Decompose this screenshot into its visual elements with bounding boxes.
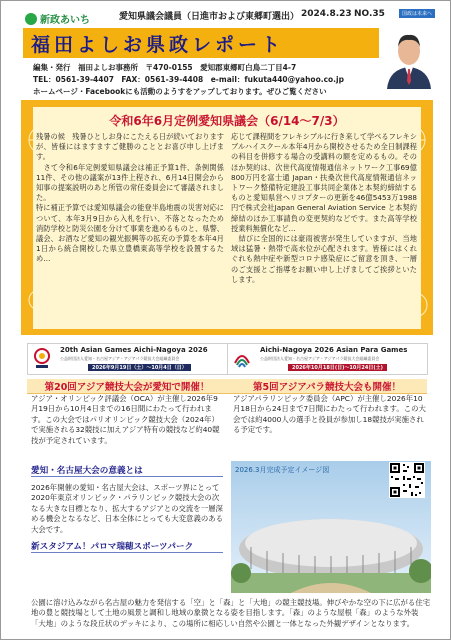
page-title: 福田よしお県政レポート: [31, 34, 285, 56]
qr-code[interactable]: [389, 462, 425, 498]
stadium-text: 公園に溶け込みながら名古屋の魅力を発信する「空」と「森」と「大地」の競主競技場。伸びやかな空の下に広がる住宅地の豊と競技場として土地の風景と調和し地域の象徴となる姿を目指します。「森」のような屋根「森」のような外装「大地」のような段丘状のデッキにより、この場所に相応しい自然や公園と一体となった外観デザインとなります。: [31, 598, 431, 628]
party-label: 新政あいち: [25, 11, 90, 26]
asian-games-heading: 第20回アジア競技大会が愛知で開催！: [27, 379, 227, 394]
banner-organizer: 公益財団法人愛知・名古屋アジア・アジアパラ競技大会組織委員会: [60, 356, 180, 361]
session-text-right: 応じて課程間をフレキシブルに行き来して学べるフレキシブルハイスクール本年4月から開校させるため全日制課程の科目を併修する場合の受講料の額を定めるもの。そのほか契約は、次世代高度情報通信ネットワーク工事69億800万円を富士通 Japan・扶桑次世代高度情報通信ネットワーク整備特定建設工事共同企業体と本契約締結するものと愛知県営ヘリコプターの更新を46億5453万1988円で株式会社Japan General Aviation Service と本契約締結のほか工事請負の変更契約などです。また高等学校授業料無償化など… 結びに全国的には豪雨被害が発生していますが、当地域は猛暑・熱帯で高水位が心配されます。皆様にはくれぐれも熱中症や新型コロナ感染症にご留意を頂き、一層のご支援とご指導をお願い申し上げましてご挨拶といたします。: [231, 132, 417, 284]
asian-games-banner: [27, 343, 228, 375]
session-report: [33, 107, 421, 329]
banner-title: Aichi-Nagoya 2026 Asian Para Games: [260, 346, 408, 354]
photo-caption: 2026.3月完成予定イメージ図: [235, 466, 330, 474]
title-bar: [23, 28, 379, 58]
banner-title: 20th Asian Games Aichi-Nagoya 2026: [60, 346, 208, 354]
badge: 国政は未来へ: [399, 9, 435, 18]
session-title: 令和6年6月定例愛知県議会（6/14～7/3）: [109, 114, 345, 128]
publisher-line: 編集・発行 福田よしお事務所 〒470-0155 愛知郡東郷町白鳥二丁目4-7: [33, 63, 297, 72]
issue-number: NO.35: [354, 9, 385, 19]
party-logo-icon: [25, 13, 37, 25]
para-games-heading: 第5回アジアパラ競技大会も開催！: [227, 379, 427, 394]
asian-games-text: アジア・オリンピック評議会（OCA）が主催し2026年9月19日から10月4日までの16日間にわたって行われます。この大会ではパリオリンピック競技大会（2024年）で実施される32競技に加えアジア特有の競技など約40競技が予定されています。: [31, 394, 220, 445]
significance-heading: 愛知・名古屋大会の意義とは: [31, 464, 223, 477]
para-games-banner: [227, 343, 428, 375]
banner-date: 2026年10月18日(日)～10月24日(土): [288, 364, 387, 371]
issue-date: 2024.8.23: [301, 9, 352, 19]
contact-line: TEL：0561-39-4407 FAX：0561-39-4408 e-mail：fukuta440@yahoo.co.jp: [33, 75, 344, 84]
banner-organizer: 公益財団法人愛知・名古屋アジア・アジアパラ競技大会組織委員会: [260, 356, 380, 361]
session-text-left: 残暑の候 残暑ひとしお身にこたえる日が続いておりますが、皆様にはますますご健勝のこととお喜び申し上げます。 さて令和6年定例愛知県議会は補正予算1件、条例関係11件、その他の議案が13件上程され、6月14日開会から知事の提案説明のあと所管の常任委員会にて審議されました。 特に補正予算では愛知県議会の能登半島地震の災害対応について、本年3月9日から入札を行い、不落となったため消防学校と防災公園を分けて事業を進めるものと、県警、議会、お酒など愛知の観光振興等の拡充の予算を本年4月1日から統合開校した県立豊橋東高等学校を設置するため…: [36, 132, 224, 264]
para-games-logo-icon: [232, 347, 252, 371]
stadium-heading: 新スタジアム！パロマ瑞穂スポーツパーク: [31, 540, 223, 553]
banner-date: 2026年9月19日（土）～10月4日（日）: [88, 364, 191, 371]
portrait-photo: [381, 19, 437, 89]
asian-games-logo-icon: [32, 347, 52, 371]
council-label: 愛知県議会議員（日進市および東郷町選出）: [119, 12, 300, 22]
website-note: ホームページ・Facebookにも活動のようすをアップしております。ぜひご覧ください: [33, 87, 327, 96]
significance-text: 2026年開催の愛知・名古屋大会は、スポーツ界にとって2020年東京オリンピック・パラリンピック競技大会の次なる大きな目標となり、拡大するアジアとの交流を一層深める機会となるなど、日本全体にとっても大変意義のある大会です。: [31, 483, 224, 534]
para-games-text: アジアパラリンピック委員会（APC）が主催し2026年10月18日から24日まで7日間にわたって行われます。この大会では約4000人の選手と役員が参加し18競技が実施される予定です。: [233, 394, 426, 435]
